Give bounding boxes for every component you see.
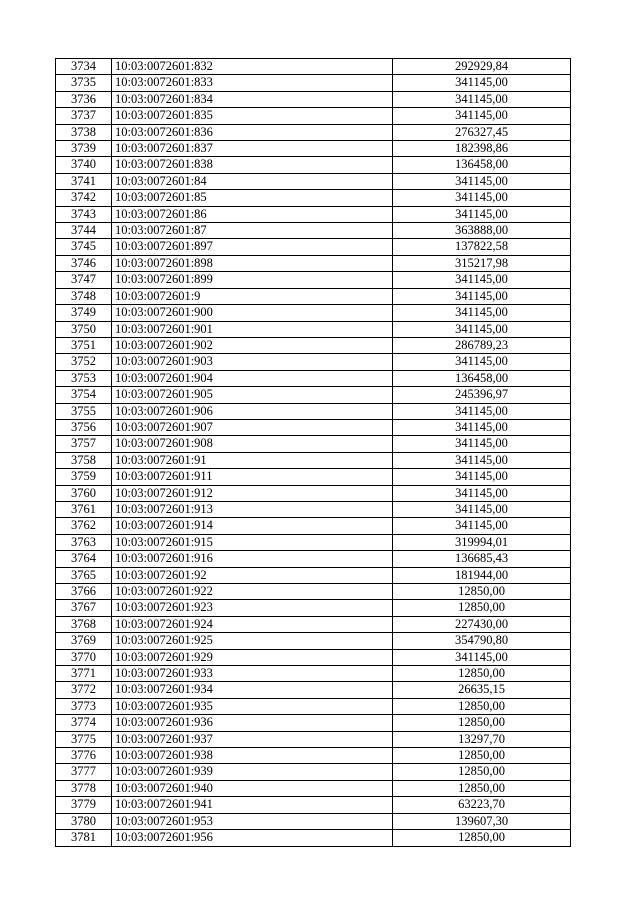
amount-cell: 12850,00 <box>393 698 571 714</box>
cadastral-number-cell: 10:03:0072601:940 <box>112 780 393 796</box>
row-number-cell: 3743 <box>56 206 112 222</box>
cadastral-number-cell: 10:03:0072601:902 <box>112 337 393 353</box>
table-row <box>56 518 571 534</box>
cadastral-number-cell: 10:03:0072601:911 <box>112 469 393 485</box>
row-number-cell: 3771 <box>56 666 112 682</box>
cadastral-number-cell: 10:03:0072601:924 <box>112 616 393 632</box>
row-number-cell: 3772 <box>56 682 112 698</box>
table-row <box>56 666 571 682</box>
table-row <box>56 321 571 337</box>
table-row <box>56 649 571 665</box>
cadastral-number-cell: 10:03:0072601:907 <box>112 419 393 435</box>
amount-cell: 341145,00 <box>393 75 571 91</box>
row-number-cell: 3736 <box>56 91 112 107</box>
table-row <box>56 59 571 75</box>
cadastral-number-cell: 10:03:0072601:899 <box>112 272 393 288</box>
amount-cell: 363888,00 <box>393 223 571 239</box>
table-body <box>56 59 571 847</box>
row-number-cell: 3744 <box>56 223 112 239</box>
cadastral-number-cell: 10:03:0072601:87 <box>112 223 393 239</box>
cadastral-number-cell: 10:03:0072601:91 <box>112 452 393 468</box>
amount-cell: 12850,00 <box>393 748 571 764</box>
row-number-cell: 3762 <box>56 518 112 534</box>
amount-cell: 341145,00 <box>393 501 571 517</box>
table-row <box>56 633 571 649</box>
table-row <box>56 173 571 189</box>
amount-cell: 354790,80 <box>393 633 571 649</box>
row-number-cell: 3763 <box>56 534 112 550</box>
cadastral-number-cell: 10:03:0072601:953 <box>112 813 393 829</box>
row-number-cell: 3759 <box>56 469 112 485</box>
amount-cell: 292929,84 <box>393 59 571 75</box>
amount-cell: 341145,00 <box>393 403 571 419</box>
amount-cell: 13297,70 <box>393 731 571 747</box>
cadastral-number-cell: 10:03:0072601:906 <box>112 403 393 419</box>
cadastral-number-cell: 10:03:0072601:85 <box>112 190 393 206</box>
row-number-cell: 3742 <box>56 190 112 206</box>
table-row <box>56 501 571 517</box>
row-number-cell: 3746 <box>56 255 112 271</box>
amount-cell: 341145,00 <box>393 419 571 435</box>
row-number-cell: 3756 <box>56 419 112 435</box>
row-number-cell: 3740 <box>56 157 112 173</box>
amount-cell: 12850,00 <box>393 584 571 600</box>
cadastral-number-cell: 10:03:0072601:908 <box>112 436 393 452</box>
row-number-cell: 3781 <box>56 830 112 846</box>
amount-cell: 12850,00 <box>393 830 571 846</box>
amount-cell: 245396,97 <box>393 387 571 403</box>
cadastral-number-cell: 10:03:0072601:939 <box>112 764 393 780</box>
cadastral-number-cell: 10:03:0072601:935 <box>112 698 393 714</box>
amount-cell: 341145,00 <box>393 436 571 452</box>
cadastral-number-cell: 10:03:0072601:834 <box>112 91 393 107</box>
cadastral-number-cell: 10:03:0072601:901 <box>112 321 393 337</box>
amount-cell: 341145,00 <box>393 173 571 189</box>
amount-cell: 12850,00 <box>393 764 571 780</box>
row-number-cell: 3738 <box>56 124 112 140</box>
amount-cell: 341145,00 <box>393 469 571 485</box>
table-row <box>56 797 571 813</box>
cadastral-number-cell: 10:03:0072601:934 <box>112 682 393 698</box>
table-row <box>56 190 571 206</box>
cadastral-number-cell: 10:03:0072601:86 <box>112 206 393 222</box>
cadastral-number-cell: 10:03:0072601:912 <box>112 485 393 501</box>
table-row <box>56 354 571 370</box>
table-row <box>56 75 571 91</box>
row-number-cell: 3739 <box>56 141 112 157</box>
table-row <box>56 157 571 173</box>
table-row <box>56 764 571 780</box>
cadastral-number-cell: 10:03:0072601:938 <box>112 748 393 764</box>
table-row <box>56 141 571 157</box>
amount-cell: 341145,00 <box>393 272 571 288</box>
amount-cell: 12850,00 <box>393 715 571 731</box>
row-number-cell: 3737 <box>56 108 112 124</box>
amount-cell: 136685,43 <box>393 551 571 567</box>
amount-cell: 63223,70 <box>393 797 571 813</box>
row-number-cell: 3754 <box>56 387 112 403</box>
row-number-cell: 3735 <box>56 75 112 91</box>
cadastral-number-cell: 10:03:0072601:913 <box>112 501 393 517</box>
row-number-cell: 3775 <box>56 731 112 747</box>
table-row <box>56 584 571 600</box>
cadastral-number-cell: 10:03:0072601:941 <box>112 797 393 813</box>
amount-cell: 341145,00 <box>393 91 571 107</box>
amount-cell: 319994,01 <box>393 534 571 550</box>
table-row <box>56 616 571 632</box>
table-row <box>56 305 571 321</box>
amount-cell: 315217,98 <box>393 255 571 271</box>
cadastral-number-cell: 10:03:0072601:84 <box>112 173 393 189</box>
row-number-cell: 3750 <box>56 321 112 337</box>
amount-cell: 26635,15 <box>393 682 571 698</box>
table-row <box>56 370 571 386</box>
table-row <box>56 272 571 288</box>
cadastral-number-cell: 10:03:0072601:914 <box>112 518 393 534</box>
row-number-cell: 3769 <box>56 633 112 649</box>
row-number-cell: 3773 <box>56 698 112 714</box>
row-number-cell: 3770 <box>56 649 112 665</box>
amount-cell: 181944,00 <box>393 567 571 583</box>
table-row <box>56 748 571 764</box>
row-number-cell: 3747 <box>56 272 112 288</box>
cadastral-number-cell: 10:03:0072601:936 <box>112 715 393 731</box>
cadastral-number-cell: 10:03:0072601:915 <box>112 534 393 550</box>
row-number-cell: 3760 <box>56 485 112 501</box>
table-row <box>56 419 571 435</box>
amount-cell: 136458,00 <box>393 370 571 386</box>
row-number-cell: 3734 <box>56 59 112 75</box>
table-row <box>56 436 571 452</box>
table-row <box>56 698 571 714</box>
table-row <box>56 108 571 124</box>
cadastral-number-cell: 10:03:0072601:832 <box>112 59 393 75</box>
amount-cell: 137822,58 <box>393 239 571 255</box>
data-table <box>55 58 571 847</box>
amount-cell: 136458,00 <box>393 157 571 173</box>
table-row <box>56 469 571 485</box>
cadastral-number-cell: 10:03:0072601:9 <box>112 288 393 304</box>
cadastral-number-cell: 10:03:0072601:838 <box>112 157 393 173</box>
row-number-cell: 3741 <box>56 173 112 189</box>
table-row <box>56 206 571 222</box>
row-number-cell: 3745 <box>56 239 112 255</box>
row-number-cell: 3764 <box>56 551 112 567</box>
cadastral-number-cell: 10:03:0072601:900 <box>112 305 393 321</box>
row-number-cell: 3751 <box>56 337 112 353</box>
row-number-cell: 3748 <box>56 288 112 304</box>
table-row <box>56 600 571 616</box>
row-number-cell: 3780 <box>56 813 112 829</box>
amount-cell: 341145,00 <box>393 108 571 124</box>
cadastral-number-cell: 10:03:0072601:836 <box>112 124 393 140</box>
table-row <box>56 124 571 140</box>
table-row <box>56 485 571 501</box>
cadastral-number-cell: 10:03:0072601:933 <box>112 666 393 682</box>
amount-cell: 276327,45 <box>393 124 571 140</box>
amount-cell: 12850,00 <box>393 666 571 682</box>
amount-cell: 341145,00 <box>393 206 571 222</box>
table-row <box>56 682 571 698</box>
table-row <box>56 813 571 829</box>
row-number-cell: 3778 <box>56 780 112 796</box>
table-row <box>56 830 571 846</box>
row-number-cell: 3767 <box>56 600 112 616</box>
cadastral-number-cell: 10:03:0072601:833 <box>112 75 393 91</box>
row-number-cell: 3761 <box>56 501 112 517</box>
amount-cell: 341145,00 <box>393 485 571 501</box>
table-row <box>56 731 571 747</box>
amount-cell: 12850,00 <box>393 600 571 616</box>
table-row <box>56 239 571 255</box>
amount-cell: 341145,00 <box>393 321 571 337</box>
cadastral-number-cell: 10:03:0072601:925 <box>112 633 393 649</box>
amount-cell: 286789,23 <box>393 337 571 353</box>
cadastral-number-cell: 10:03:0072601:929 <box>112 649 393 665</box>
amount-cell: 341145,00 <box>393 354 571 370</box>
row-number-cell: 3757 <box>56 436 112 452</box>
row-number-cell: 3758 <box>56 452 112 468</box>
amount-cell: 182398,86 <box>393 141 571 157</box>
row-number-cell: 3749 <box>56 305 112 321</box>
table-row <box>56 780 571 796</box>
cadastral-number-cell: 10:03:0072601:923 <box>112 600 393 616</box>
row-number-cell: 3753 <box>56 370 112 386</box>
table-row <box>56 715 571 731</box>
table-row <box>56 534 571 550</box>
table-row <box>56 567 571 583</box>
row-number-cell: 3777 <box>56 764 112 780</box>
row-number-cell: 3765 <box>56 567 112 583</box>
cadastral-number-cell: 10:03:0072601:835 <box>112 108 393 124</box>
table-row <box>56 403 571 419</box>
amount-cell: 12850,00 <box>393 780 571 796</box>
amount-cell: 341145,00 <box>393 649 571 665</box>
cadastral-number-cell: 10:03:0072601:898 <box>112 255 393 271</box>
amount-cell: 341145,00 <box>393 452 571 468</box>
cadastral-number-cell: 10:03:0072601:905 <box>112 387 393 403</box>
amount-cell: 341145,00 <box>393 305 571 321</box>
cadastral-number-cell: 10:03:0072601:837 <box>112 141 393 157</box>
row-number-cell: 3768 <box>56 616 112 632</box>
amount-cell: 341145,00 <box>393 190 571 206</box>
table-row <box>56 91 571 107</box>
row-number-cell: 3752 <box>56 354 112 370</box>
amount-cell: 139607,30 <box>393 813 571 829</box>
cadastral-number-cell: 10:03:0072601:916 <box>112 551 393 567</box>
table-row <box>56 387 571 403</box>
row-number-cell: 3766 <box>56 584 112 600</box>
amount-cell: 341145,00 <box>393 518 571 534</box>
table-row <box>56 452 571 468</box>
table-row <box>56 223 571 239</box>
table-row <box>56 551 571 567</box>
cadastral-number-cell: 10:03:0072601:92 <box>112 567 393 583</box>
cadastral-number-cell: 10:03:0072601:897 <box>112 239 393 255</box>
table-row <box>56 288 571 304</box>
cadastral-number-cell: 10:03:0072601:903 <box>112 354 393 370</box>
cadastral-number-cell: 10:03:0072601:922 <box>112 584 393 600</box>
cadastral-number-cell: 10:03:0072601:904 <box>112 370 393 386</box>
cadastral-number-cell: 10:03:0072601:937 <box>112 731 393 747</box>
table-row <box>56 255 571 271</box>
row-number-cell: 3774 <box>56 715 112 731</box>
row-number-cell: 3779 <box>56 797 112 813</box>
amount-cell: 227430,00 <box>393 616 571 632</box>
cadastral-number-cell: 10:03:0072601:956 <box>112 830 393 846</box>
row-number-cell: 3755 <box>56 403 112 419</box>
amount-cell: 341145,00 <box>393 288 571 304</box>
row-number-cell: 3776 <box>56 748 112 764</box>
table-row <box>56 337 571 353</box>
